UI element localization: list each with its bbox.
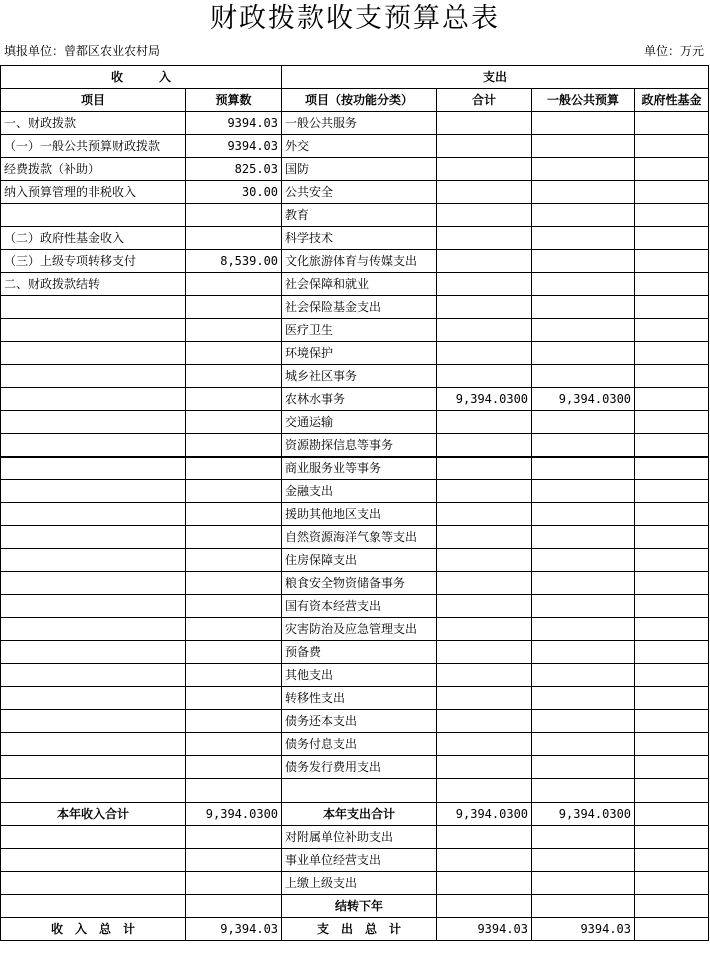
- table-row: [1, 618, 709, 641]
- expense-fund: [635, 158, 709, 181]
- expense-general: [532, 457, 635, 480]
- section-header-row: [1, 66, 709, 89]
- expense-general: [532, 549, 635, 572]
- col-header-total: 合计: [437, 89, 532, 112]
- expense-total: [437, 641, 532, 664]
- expense-fund: [635, 181, 709, 204]
- expense-general: [532, 664, 635, 687]
- income-item: [1, 641, 186, 664]
- expense-general: [532, 756, 635, 779]
- expense-total: [437, 480, 532, 503]
- expense-fund: [635, 342, 709, 365]
- expense-general-total: 9,394.0300: [532, 803, 635, 826]
- income-item: [1, 595, 186, 618]
- expense-fund: [635, 733, 709, 756]
- expense-total: [437, 756, 532, 779]
- expense-item: 债务发行费用支出: [282, 756, 437, 779]
- expense-item: 上缴上级支出: [282, 872, 437, 895]
- table-row: [1, 687, 709, 710]
- year-total-row: [1, 803, 709, 826]
- income-item: [1, 549, 186, 572]
- expense-total-value: 9,394.0300: [437, 803, 532, 826]
- table-row: [1, 273, 709, 296]
- empty-cell: [532, 895, 635, 918]
- expense-general: [532, 503, 635, 526]
- income-budget: [186, 342, 282, 365]
- empty-cell: [186, 895, 282, 918]
- expense-item: 医疗卫生: [282, 319, 437, 342]
- empty-cell: [186, 779, 282, 803]
- expense-section-header: 支出: [282, 66, 709, 89]
- expense-fund: [635, 687, 709, 710]
- income-item: [1, 687, 186, 710]
- table-row: [1, 549, 709, 572]
- expense-general: [532, 733, 635, 756]
- expense-general: [532, 618, 635, 641]
- income-item: [1, 710, 186, 733]
- expense-general: [532, 434, 635, 457]
- expense-fund: [635, 480, 709, 503]
- table-row: [1, 135, 709, 158]
- expense-fund: [635, 434, 709, 457]
- expense-fund: [635, 641, 709, 664]
- expense-fund: [635, 756, 709, 779]
- expense-fund: [635, 250, 709, 273]
- income-budget: [186, 664, 282, 687]
- table-row: [1, 872, 709, 895]
- empty-cell: [635, 849, 709, 872]
- carryover-row: [1, 895, 709, 918]
- expense-item: 一般公共服务: [282, 112, 437, 135]
- expense-general: [532, 480, 635, 503]
- table-row: [1, 434, 709, 457]
- expense-item: 金融支出: [282, 480, 437, 503]
- empty-cell: [532, 849, 635, 872]
- expense-fund: [635, 595, 709, 618]
- expense-total: [437, 365, 532, 388]
- grand-income-label: 收 入 总 计: [1, 918, 186, 941]
- income-item: 二、财政拨款结转: [1, 273, 186, 296]
- expense-general: [532, 296, 635, 319]
- empty-cell: [635, 826, 709, 849]
- income-budget: [186, 273, 282, 296]
- expense-total: [437, 434, 532, 457]
- expense-fund: [635, 112, 709, 135]
- expense-item: 农林水事务: [282, 388, 437, 411]
- income-budget: [186, 595, 282, 618]
- empty-cell: [1, 779, 186, 803]
- income-budget: [186, 480, 282, 503]
- expense-total: 9,394.0300: [437, 388, 532, 411]
- expense-item: 自然资源海洋气象等支出: [282, 526, 437, 549]
- expense-item: 环境保护: [282, 342, 437, 365]
- income-item: [1, 457, 186, 480]
- table-row: [1, 342, 709, 365]
- empty-cell: [1, 895, 186, 918]
- income-budget: [186, 733, 282, 756]
- expense-fund: [635, 388, 709, 411]
- expense-fund: [635, 227, 709, 250]
- expense-item: 其他支出: [282, 664, 437, 687]
- expense-total: [437, 664, 532, 687]
- expense-fund: [635, 135, 709, 158]
- empty-cell: [532, 826, 635, 849]
- table-row: [1, 664, 709, 687]
- expense-general: [532, 112, 635, 135]
- income-budget: [186, 618, 282, 641]
- expense-total: [437, 112, 532, 135]
- income-item: [1, 756, 186, 779]
- expense-item: 粮食安全物资储备事务: [282, 572, 437, 595]
- income-item: [1, 733, 186, 756]
- income-budget: [186, 411, 282, 434]
- expense-general: [532, 227, 635, 250]
- income-budget: 9394.03: [186, 112, 282, 135]
- expense-total: [437, 135, 532, 158]
- budget-table: [0, 65, 709, 941]
- expense-item: 科学技术: [282, 227, 437, 250]
- expense-fund: [635, 526, 709, 549]
- empty-cell: [635, 872, 709, 895]
- expense-total: [437, 710, 532, 733]
- expense-general: [532, 135, 635, 158]
- table-row: [1, 641, 709, 664]
- expense-total: [437, 250, 532, 273]
- table-row: [1, 710, 709, 733]
- expense-item: 文化旅游体育与传媒支出: [282, 250, 437, 273]
- table-row: [1, 296, 709, 319]
- expense-fund: [635, 411, 709, 434]
- expense-total: [437, 181, 532, 204]
- expense-item: 债务还本支出: [282, 710, 437, 733]
- income-budget: [186, 549, 282, 572]
- income-item: 经费拨款（补助）: [1, 158, 186, 181]
- income-budget: [186, 710, 282, 733]
- column-header-row: [1, 89, 709, 112]
- table-row: [1, 388, 709, 411]
- expense-fund: [635, 618, 709, 641]
- expense-fund: [635, 710, 709, 733]
- table-row: [1, 480, 709, 503]
- table-row: [1, 526, 709, 549]
- expense-total: [437, 687, 532, 710]
- empty-cell: [1, 849, 186, 872]
- expense-general: [532, 687, 635, 710]
- income-budget: [186, 227, 282, 250]
- expense-fund: [635, 365, 709, 388]
- empty-cell: [532, 779, 635, 803]
- empty-cell: [186, 849, 282, 872]
- income-item: [1, 296, 186, 319]
- income-section-header: 收 入: [1, 66, 282, 89]
- empty-cell: [635, 895, 709, 918]
- income-item: [1, 480, 186, 503]
- table-row: [1, 158, 709, 181]
- page-title: 财政拨款收支预算总表: [210, 3, 500, 34]
- income-item: 纳入预算管理的非税收入: [1, 181, 186, 204]
- income-budget: [186, 503, 282, 526]
- empty-cell: [282, 779, 437, 803]
- expense-total: [437, 457, 532, 480]
- income-item: [1, 526, 186, 549]
- empty-cell: [437, 826, 532, 849]
- empty-cell: [437, 779, 532, 803]
- table-row: [1, 112, 709, 135]
- expense-fund: [635, 549, 709, 572]
- expense-general: [532, 365, 635, 388]
- expense-fund: [635, 273, 709, 296]
- expense-item: 对附属单位补助支出: [282, 826, 437, 849]
- income-budget: [186, 756, 282, 779]
- expense-total: [437, 204, 532, 227]
- expense-item: 援助其他地区支出: [282, 503, 437, 526]
- income-budget: [186, 641, 282, 664]
- expense-item: 住房保障支出: [282, 549, 437, 572]
- expense-item: 社会保障和就业: [282, 273, 437, 296]
- expense-total: [437, 572, 532, 595]
- expense-general: [532, 595, 635, 618]
- table-row: [1, 733, 709, 756]
- income-budget: [186, 204, 282, 227]
- expense-fund: [635, 457, 709, 480]
- grand-income-value: 9,394.03: [186, 918, 282, 941]
- table-row: [1, 756, 709, 779]
- expense-item: 社会保险基金支出: [282, 296, 437, 319]
- table-row: [1, 365, 709, 388]
- income-total-label: 本年收入合计: [1, 803, 186, 826]
- income-item: [1, 411, 186, 434]
- expense-total: [437, 595, 532, 618]
- col-header-item: 项目: [1, 89, 186, 112]
- grand-expense-fund: [635, 918, 709, 941]
- grand-expense-general: 9394.03: [532, 918, 635, 941]
- income-item: [1, 664, 186, 687]
- table-row: [1, 457, 709, 480]
- expense-item: 交通运输: [282, 411, 437, 434]
- empty-cell: [437, 895, 532, 918]
- expense-fund: [635, 572, 709, 595]
- table-row: [1, 595, 709, 618]
- table-row: [1, 227, 709, 250]
- expense-total: [437, 296, 532, 319]
- expense-general: [532, 319, 635, 342]
- income-item: [1, 388, 186, 411]
- income-total-value: 9,394.0300: [186, 803, 282, 826]
- expense-item: 国防: [282, 158, 437, 181]
- expense-item: 外交: [282, 135, 437, 158]
- empty-cell: [186, 826, 282, 849]
- income-item: [1, 434, 186, 457]
- expense-general: [532, 710, 635, 733]
- expense-total: [437, 549, 532, 572]
- income-item: （一）一般公共预算财政拨款: [1, 135, 186, 158]
- income-budget: [186, 687, 282, 710]
- income-budget: [186, 434, 282, 457]
- expense-total: [437, 319, 532, 342]
- expense-item: 资源勘探信息等事务: [282, 434, 437, 457]
- income-budget: [186, 526, 282, 549]
- currency-unit: 单位：万元: [643, 44, 704, 58]
- expense-item: 预备费: [282, 641, 437, 664]
- income-item: （三）上级专项转移支付: [1, 250, 186, 273]
- income-budget: [186, 365, 282, 388]
- expense-item: 债务付息支出: [282, 733, 437, 756]
- expense-total: [437, 227, 532, 250]
- empty-cell: [635, 779, 709, 803]
- expense-total: [437, 273, 532, 296]
- income-budget: 825.03: [186, 158, 282, 181]
- expense-total: [437, 342, 532, 365]
- expense-item: 国有资本经营支出: [282, 595, 437, 618]
- expense-item: 转移性支出: [282, 687, 437, 710]
- empty-cell: [532, 872, 635, 895]
- expense-fund-total: [635, 803, 709, 826]
- expense-general: [532, 181, 635, 204]
- expense-general: [532, 158, 635, 181]
- expense-total: [437, 411, 532, 434]
- expense-total-label: 本年支出合计: [282, 803, 437, 826]
- income-item: [1, 572, 186, 595]
- grand-total-row: [1, 918, 709, 941]
- empty-cell: [437, 849, 532, 872]
- table-row: [1, 204, 709, 227]
- expense-fund: [635, 503, 709, 526]
- grand-expense-total: 9394.03: [437, 918, 532, 941]
- col-header-exp-item: 项目（按功能分类）: [282, 89, 437, 112]
- expense-item: 事业单位经营支出: [282, 849, 437, 872]
- carryover-label: 结转下年: [282, 895, 437, 918]
- col-header-general: 一般公共预算: [532, 89, 635, 112]
- expense-general: [532, 411, 635, 434]
- income-item: [1, 618, 186, 641]
- expense-total: [437, 733, 532, 756]
- expense-fund: [635, 664, 709, 687]
- expense-general: [532, 641, 635, 664]
- expense-general: [532, 526, 635, 549]
- expense-item: 灾害防治及应急管理支出: [282, 618, 437, 641]
- table-row: [1, 572, 709, 595]
- expense-total: [437, 618, 532, 641]
- income-item: [1, 503, 186, 526]
- expense-general: [532, 342, 635, 365]
- expense-item: 城乡社区事务: [282, 365, 437, 388]
- empty-cell: [186, 872, 282, 895]
- table-row: [1, 849, 709, 872]
- col-header-fund: 政府性基金: [635, 89, 709, 112]
- empty-cell: [437, 872, 532, 895]
- col-header-budget: 预算数: [186, 89, 282, 112]
- income-item: [1, 365, 186, 388]
- table-row: [1, 503, 709, 526]
- expense-item: 教育: [282, 204, 437, 227]
- income-budget: [186, 388, 282, 411]
- table-row: [1, 181, 709, 204]
- grand-expense-label: 支 出 总 计: [282, 918, 437, 941]
- reporting-unit: 填报单位：曾都区农业农村局: [4, 44, 161, 58]
- income-budget: 30.00: [186, 181, 282, 204]
- income-budget: [186, 296, 282, 319]
- expense-item: 公共安全: [282, 181, 437, 204]
- empty-cell: [1, 826, 186, 849]
- expense-general: [532, 250, 635, 273]
- income-budget: 9394.03: [186, 135, 282, 158]
- income-item: [1, 204, 186, 227]
- expense-item: 商业服务业等事务: [282, 457, 437, 480]
- income-item: [1, 319, 186, 342]
- table-row: [1, 250, 709, 273]
- expense-general: 9,394.0300: [532, 388, 635, 411]
- income-budget: [186, 457, 282, 480]
- expense-fund: [635, 319, 709, 342]
- table-row: [1, 411, 709, 434]
- expense-general: [532, 204, 635, 227]
- income-budget: 8,539.00: [186, 250, 282, 273]
- expense-total: [437, 526, 532, 549]
- income-item: 一、财政拨款: [1, 112, 186, 135]
- expense-general: [532, 572, 635, 595]
- income-item: （二）政府性基金收入: [1, 227, 186, 250]
- table-row: [1, 826, 709, 849]
- income-budget: [186, 572, 282, 595]
- spacer-row: [1, 779, 709, 803]
- expense-total: [437, 158, 532, 181]
- table-row: [1, 319, 709, 342]
- empty-cell: [1, 872, 186, 895]
- expense-fund: [635, 296, 709, 319]
- income-budget: [186, 319, 282, 342]
- expense-general: [532, 273, 635, 296]
- expense-fund: [635, 204, 709, 227]
- expense-total: [437, 503, 532, 526]
- income-item: [1, 342, 186, 365]
